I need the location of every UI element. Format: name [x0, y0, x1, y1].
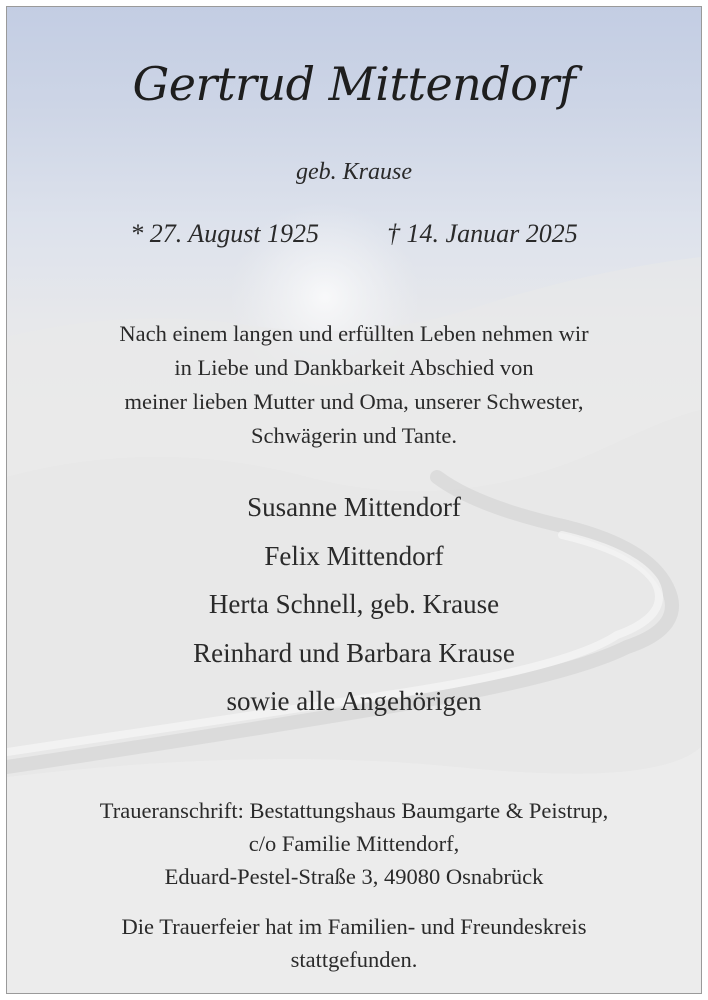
- address-line: Eduard-Pestel-Straße 3, 49080 Osnabrück: [164, 864, 544, 889]
- mourners-list: [7, 483, 701, 726]
- deceased-name: Gertrud Mittendorf: [132, 57, 576, 111]
- obituary-card: [6, 6, 702, 994]
- maiden-name: geb. Krause: [296, 159, 412, 185]
- life-dates: [7, 219, 701, 249]
- service-line: Die Trauerfeier hat im Familien- und Freundeskreis: [121, 914, 587, 939]
- mourner-name: Susanne Mittendorf: [247, 492, 461, 522]
- mourner-name: Herta Schnell, geb. Krause: [208, 589, 500, 619]
- farewell-line: meiner lieben Mutter und Oma, unserer Schwester,: [124, 389, 584, 414]
- mourner-name: sowie alle Angehörigen: [226, 686, 482, 716]
- mourning-address: [7, 794, 701, 893]
- service-line: stattgefunden.: [290, 947, 418, 972]
- address-line: c/o Familie Mittendorf,: [248, 831, 460, 856]
- mourner-name: Reinhard und Barbara Krause: [193, 637, 515, 668]
- address-line: Traueranschrift: Bestattungshaus Baumgarte & Peistrup,: [99, 798, 609, 823]
- death-date: † 14. Januar 2025: [387, 219, 578, 248]
- funeral-service-note: [7, 910, 701, 976]
- farewell-text: [37, 317, 671, 453]
- farewell-line: Nach einem langen und erfüllten Leben nehmen wir: [119, 321, 589, 346]
- obituary-text: [7, 7, 701, 993]
- mourner-name: Felix Mittendorf: [264, 540, 444, 571]
- birth-date: * 27. August 1925: [130, 219, 320, 248]
- farewell-line: in Liebe und Dankbarkeit Abschied von: [174, 355, 534, 380]
- farewell-line: Schwägerin und Tante.: [250, 423, 458, 448]
